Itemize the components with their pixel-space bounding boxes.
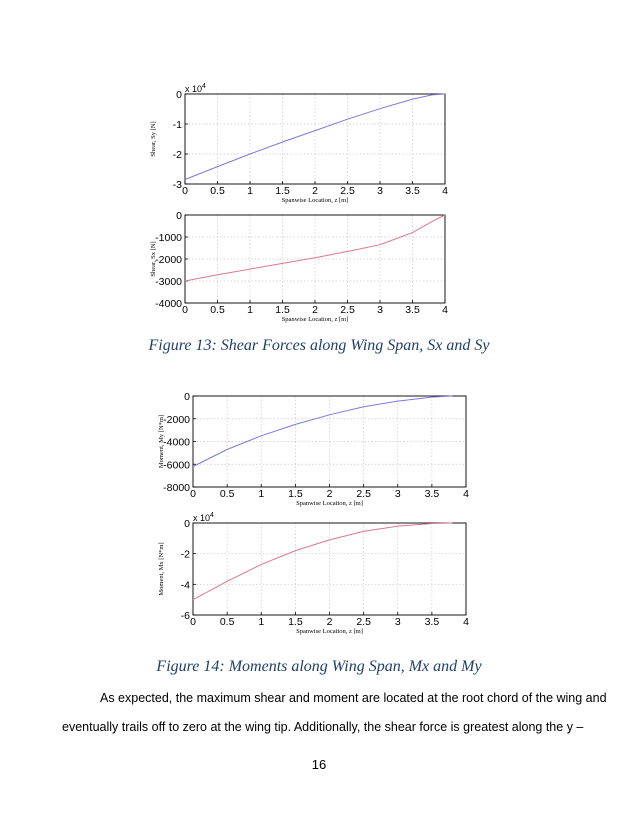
y-axis-label: Shear, Sx [N] bbox=[150, 241, 157, 277]
x-tick-label: 4 bbox=[442, 304, 448, 316]
y-tick-label: 0 bbox=[184, 518, 190, 530]
x-tick-label: 2.5 bbox=[356, 616, 371, 628]
x-axis-label: Spanwise Location, z [m] bbox=[281, 197, 349, 204]
x-tick-label: 0.5 bbox=[219, 616, 235, 628]
x-tick-label: 1.5 bbox=[275, 304, 290, 316]
x-tick-label: 2 bbox=[326, 488, 333, 500]
y-tick-label: 0 bbox=[176, 210, 182, 222]
x-tick-label: 3 bbox=[377, 185, 383, 197]
y-axis-exponent: x $10^4$ bbox=[193, 512, 214, 523]
x-tick-label: 3.5 bbox=[405, 304, 420, 316]
x-tick-label: 3 bbox=[394, 616, 401, 628]
y-tick-label: -4000 bbox=[155, 298, 182, 310]
x-tick-label: 2 bbox=[326, 616, 333, 628]
x-tick-label: 0.5 bbox=[210, 185, 225, 197]
y-tick-label: -2000 bbox=[155, 254, 182, 266]
y-tick-label: -2 bbox=[172, 149, 182, 161]
x-axis-label: Spanwise Location, z [m] bbox=[281, 316, 349, 323]
y-tick-label: 0 bbox=[176, 89, 182, 101]
y-axis-label: Moment, Mx [N*m] bbox=[158, 542, 165, 596]
x-tick-label: 4 bbox=[463, 616, 469, 628]
x-tick-label: 3.5 bbox=[424, 488, 440, 500]
x-tick-label: 1 bbox=[258, 488, 265, 500]
x-tick-label: 2.5 bbox=[356, 488, 371, 500]
x-tick-label: 0.5 bbox=[210, 304, 225, 316]
y-tick-label: -3000 bbox=[155, 276, 182, 288]
x-axis-label: Spanwise Location, z [m] bbox=[296, 628, 363, 635]
body-text-line-1: As expected, the maximum shear and moment are located at the root chord of the wing and bbox=[100, 691, 607, 705]
x-tick-label: 2 bbox=[312, 304, 318, 316]
x-tick-label: 0 bbox=[190, 488, 196, 500]
x-tick-label: 3 bbox=[377, 304, 383, 316]
y-tick-label: -2 bbox=[180, 548, 190, 561]
y-tick-label: -6000 bbox=[163, 459, 190, 472]
x-tick-label: 3 bbox=[394, 488, 401, 500]
x-tick-label: 1 bbox=[247, 185, 253, 197]
figure-13-caption: Figure 13: Shear Forces along Wing Span, Sx and Sy bbox=[148, 337, 490, 354]
y-tick-label: 0 bbox=[184, 391, 190, 403]
y-tick-label: -8000 bbox=[163, 482, 190, 494]
x-tick-label: 1.5 bbox=[288, 616, 303, 628]
y-tick-label: -2000 bbox=[163, 413, 190, 426]
x-axis-label: Spanwise Location, z [m] bbox=[296, 500, 363, 507]
x-tick-label: 2 bbox=[312, 185, 318, 197]
x-tick-label: 0.5 bbox=[219, 488, 235, 500]
x-tick-label: 1.5 bbox=[288, 488, 303, 500]
y-axis-label: Moment, My [N*m] bbox=[158, 414, 165, 469]
x-tick-label: 1 bbox=[247, 304, 253, 316]
y-tick-label: -6 bbox=[180, 610, 190, 622]
y-tick-label: -1 bbox=[172, 119, 182, 131]
body-text-line-2: eventually trails off to zero at the wing tip. Additionally, the shear force is greatest along the y – bbox=[62, 720, 584, 734]
y-axis-exponent-power: 4 bbox=[210, 512, 214, 519]
page-number: 16 bbox=[311, 757, 327, 772]
x-tick-label: 3.5 bbox=[424, 616, 440, 628]
y-tick-label: -1000 bbox=[155, 232, 182, 244]
figure-14-caption: Figure 14: Moments along Wing Span, Mx and My bbox=[156, 658, 482, 675]
y-tick-label: -3 bbox=[172, 179, 182, 191]
x-tick-label: 0 bbox=[182, 304, 188, 316]
y-axis-label: Shear, Sy [N] bbox=[150, 121, 157, 157]
x-tick-label: 2.5 bbox=[340, 185, 355, 197]
x-tick-label: 0 bbox=[182, 185, 188, 197]
x-tick-label: 2.5 bbox=[340, 304, 355, 316]
y-axis-exponent: x $10^4$ bbox=[185, 83, 206, 94]
x-tick-label: 1.5 bbox=[275, 185, 290, 197]
x-tick-label: 1 bbox=[258, 616, 265, 628]
y-tick-label: -4000 bbox=[163, 436, 190, 449]
x-tick-label: 4 bbox=[463, 488, 469, 500]
x-tick-label: 0 bbox=[190, 616, 196, 628]
x-tick-label: 4 bbox=[442, 185, 448, 197]
y-tick-label: -4 bbox=[180, 579, 190, 592]
x-tick-label: 3.5 bbox=[405, 185, 420, 197]
y-axis-exponent-power: 4 bbox=[202, 83, 206, 90]
series-line bbox=[193, 523, 452, 600]
